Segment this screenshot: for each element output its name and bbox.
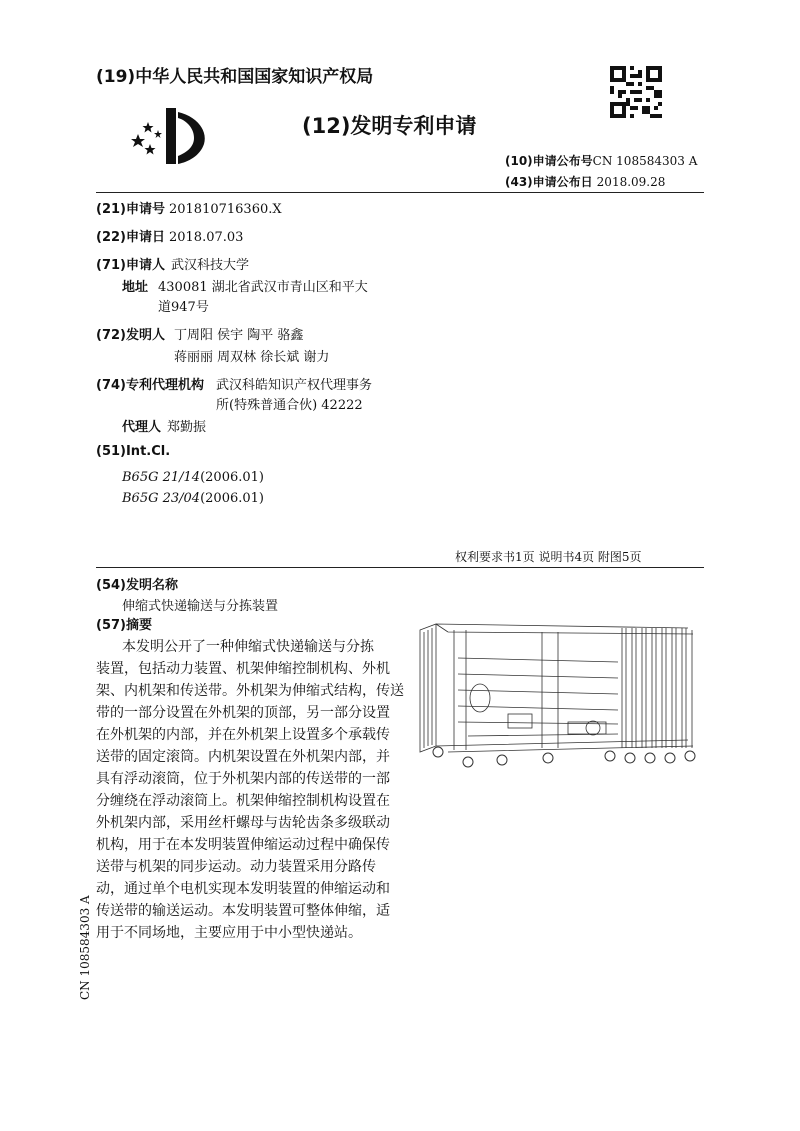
header-divider [96,192,704,193]
application-date-row [96,226,243,245]
document-type: (12)发明专利申请 [302,114,477,138]
abstract-line: 架、内机架和传送带。外机架为伸缩式结构，传送 [96,683,404,699]
agent-row [122,416,206,435]
pub-no-label: (10)申请公布号 [505,154,593,168]
abstract-line: 本发明公开了一种伸缩式快递输送与分拣 [122,639,374,655]
abstract-line: 送带的固定滚筒。内机架设置在外机架内部，并 [96,749,390,765]
app-no: 201810716360.X [168,202,282,217]
ipc-entry [122,487,264,506]
inventors-line-2: 蒋丽丽 周双林 徐长斌 谢力 [174,350,330,365]
ipc-date: (2006.01) [200,470,264,485]
pub-date: 2018.09.28 [596,175,666,189]
app-date: 2018.07.03 [168,230,244,245]
address-line-1: 430081 湖北省武汉市青山区和平大 [158,280,368,295]
office-name: (19)中华人民共和国国家知识产权局 [96,67,374,87]
ipc-date: (2006.01) [200,491,264,506]
applicant-row [96,254,249,273]
abstract-line: 在外机架的内部，并在外机架上设置多个承载传 [96,727,390,743]
abstract-line: 用于不同场地，主要应用于中小型快递站。 [96,925,362,941]
address-label: 地址 [122,280,149,295]
publication-number-row [505,152,697,169]
abstract-line: 动，通过单个电机实现本发明装置的伸缩运动和 [96,881,390,897]
abstract-line: 装置，包括动力装置、机架伸缩控制机构、外机 [96,661,390,677]
abstract-line: 传送带的输送运动。本发明装置可整体伸缩，适 [96,903,390,919]
pub-no: CN 108584303 A [592,154,698,168]
ipc-entry [122,466,264,485]
side-publication-number: CN 108584303 A [78,895,92,1000]
agent: 郑勤振 [167,420,207,435]
agent-label: 代理人 [122,420,162,435]
cnipa-logo [130,104,212,170]
conveyor-drawing [418,618,700,774]
abstract-line: 送带与机架的同步运动。动力装置采用分路传 [96,859,376,875]
inventors-line-1: 丁周阳 侯宇 陶平 骆鑫 [174,328,304,343]
page-counts-divider [96,567,704,568]
application-number-row [96,198,282,217]
page-counts: 权利要求书1页 说明书4页 附图5页 [455,550,642,564]
qr-code [610,66,662,118]
ipc-code: B65G 23/04 [122,491,201,506]
abstract-label: (57)摘要 [96,618,152,633]
inventors-label: (72)发明人 [96,328,165,343]
ipc-label: (51)Int.Cl. [96,444,171,459]
app-date-label: (22)申请日 [96,230,165,245]
abstract-line: 带的一部分设置在外机架的顶部，另一部分设置 [96,705,390,721]
app-no-label: (21)申请号 [96,202,165,217]
applicant-label: (71)申请人 [96,258,165,273]
address-line-2: 道947号 [158,300,209,315]
publication-date-row [505,173,665,190]
abstract-line: 外机架内部，采用丝杆螺母与齿轮齿条多级联动 [96,815,390,831]
abstract-line: 具有浮动滚筒，位于外机架内部的传送带的一部 [96,771,390,787]
abstract-line: 机构，用于在本发明装置伸缩运动过程中确保传 [96,837,390,853]
invention-title: 伸缩式快递输送与分拣装置 [122,599,279,614]
abstract-line: 分缠绕在浮动滚筒上。机架伸缩控制机构设置在 [96,793,390,809]
agency-line-1: 武汉科皓知识产权代理事务 [216,378,373,393]
applicant: 武汉科技大学 [170,258,249,273]
ipc-code: B65G 21/14 [122,470,201,485]
agency-line-2: 所(特殊普通合伙) 42222 [216,398,363,413]
title-label: (54)发明名称 [96,578,178,593]
agency-label: (74)专利代理机构 [96,378,204,393]
pub-date-label: (43)申请公布日 [505,175,593,189]
